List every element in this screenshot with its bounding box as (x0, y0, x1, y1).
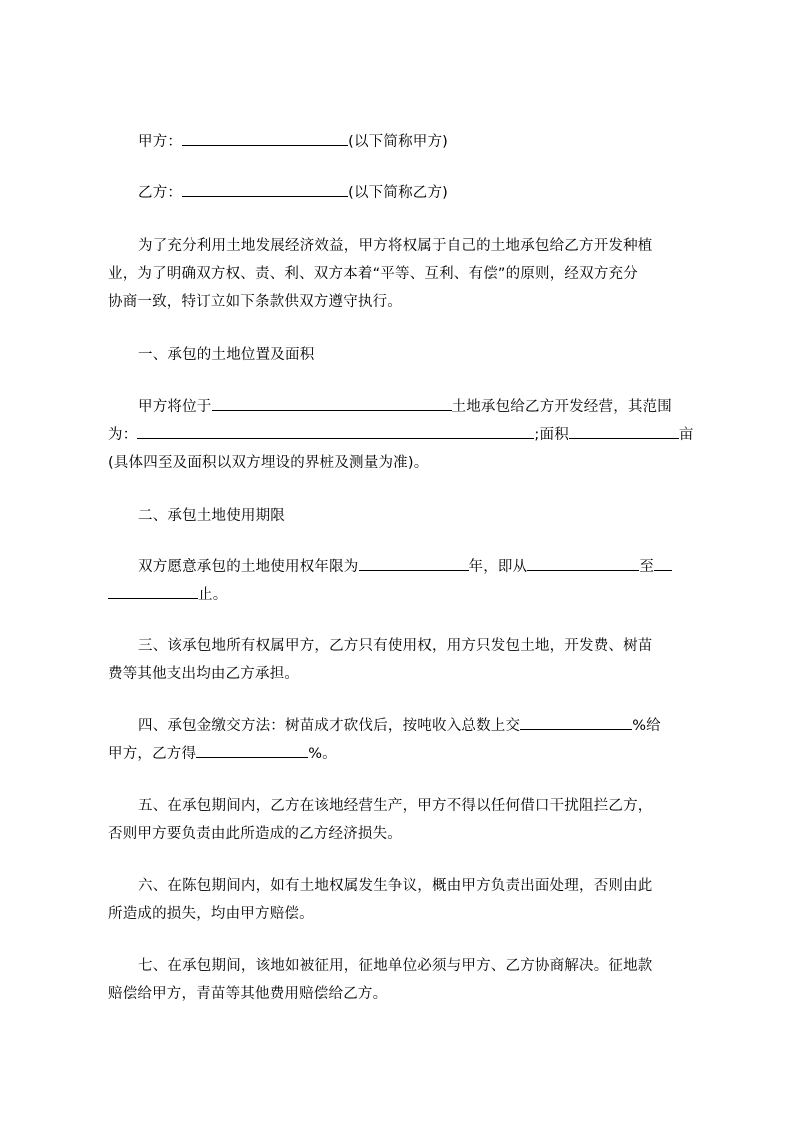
section-6-text-2: 所造成的损失，均由甲方赔偿。 (108, 906, 314, 922)
section-6-text-1: 六、在陈包期间内，如有土地权属发生争议，概由甲方负责出面处理，否则由此 (138, 878, 653, 894)
preamble-line-1 (108, 236, 708, 256)
party-b-blank (182, 184, 348, 197)
section-1-line-1 (108, 397, 708, 417)
preamble-text-2: 业，为了明确双方权、责、利、双方本着“平等、互利、有偿”的原则，经双方充分 (108, 266, 638, 282)
section-5-text-2: 否则甲方要负责由此所造成的乙方经济损失。 (108, 826, 402, 842)
section-4-line-1 (108, 716, 708, 736)
party-a-line (108, 132, 708, 152)
section-1-heading (108, 345, 708, 365)
section-1-location-suffix: 土地承包给乙方开发经营，其范围 (451, 399, 672, 415)
section-3-line-1 (108, 636, 708, 656)
section-1-scope-label: 为： (108, 427, 138, 443)
section-1-note: (具体四至及面积以双方埋设的界桩及测量为准)。 (108, 455, 429, 471)
end-date-blank-start (654, 558, 672, 571)
section-5-text-1: 五、在承包期间内，乙方在该地经营生产，甲方不得以任何借口干扰阻拦乙方， (138, 798, 653, 814)
section-3-text-2: 费等其他支出均由乙方承担。 (108, 666, 300, 682)
section-4-payment-label: 四、承包金缴交方法：树苗成才砍伐后，按吨收入总数上交 (138, 718, 521, 734)
party-b-share-blank (196, 745, 308, 758)
section-2-from-label: 年，即从 (468, 559, 528, 575)
section-4-line-2 (108, 744, 708, 764)
section-4-percent-suffix: %。 (308, 746, 337, 762)
section-2-line-2 (108, 585, 708, 605)
preamble-text-3: 协商一致，特订立如下条款供双方遵守执行。 (108, 294, 402, 310)
party-a-blank (182, 133, 348, 146)
section-7-line-1 (108, 956, 708, 976)
section-1-location-label: 甲方将位于 (138, 399, 212, 415)
party-b-line (108, 183, 708, 203)
start-date-blank (527, 558, 639, 571)
term-years-blank (359, 558, 469, 571)
section-4-payment-suffix: %给 (632, 718, 661, 734)
end-date-blank (108, 586, 198, 599)
section-1-line-2 (108, 425, 708, 445)
section-3-line-2 (108, 664, 708, 684)
section-7-line-2 (108, 984, 708, 1004)
party-a-suffix: (以下简称甲方) (348, 134, 449, 150)
party-a-share-blank (520, 717, 632, 730)
scope-blank (137, 426, 534, 439)
preamble-line-2 (108, 264, 708, 284)
area-blank (569, 426, 679, 439)
section-7-text-1: 七、在承包期间，该地如被征用，征地单位必须与甲方、乙方协商解决。征地款 (138, 958, 653, 974)
section-6-line-1 (108, 876, 708, 896)
preamble-text-1: 为了充分利用土地发展经济效益，甲方将权属于自己的土地承包给乙方开发种植 (138, 238, 653, 254)
section-7-text-2: 赔偿给甲方，青苗等其他费用赔偿给乙方。 (108, 986, 388, 1002)
section-6-line-2 (108, 904, 708, 924)
section-2-line-1 (108, 557, 708, 577)
section-2-to-label: 至 (639, 559, 655, 575)
section-2-end-label: 止。 (198, 587, 228, 603)
section-3-text-1: 三、该承包地所有权属甲方，乙方只有使用权，用方只发包土地，开发费、树苗 (138, 638, 653, 654)
section-5-line-2 (108, 824, 708, 844)
location-blank (212, 398, 452, 411)
party-b-suffix: (以下简称乙方) (348, 185, 449, 201)
section-4-party-b-label: 甲方，乙方得 (108, 746, 197, 762)
party-b-label: 乙方： (138, 185, 183, 201)
section-2-term-label: 双方愿意承包的土地使用权年限为 (138, 559, 359, 575)
section-2-heading-text: 二、承包土地使用期限 (138, 508, 285, 524)
party-a-label: 甲方： (138, 134, 183, 150)
section-5-line-1 (108, 796, 708, 816)
section-1-area-label: ;面积 (534, 427, 569, 443)
preamble-line-3 (108, 292, 708, 312)
section-2-heading (108, 506, 708, 526)
section-1-area-unit: 亩 (678, 427, 694, 443)
section-1-line-3 (108, 453, 708, 473)
section-1-heading-text: 一、承包的土地位置及面积 (138, 347, 315, 363)
